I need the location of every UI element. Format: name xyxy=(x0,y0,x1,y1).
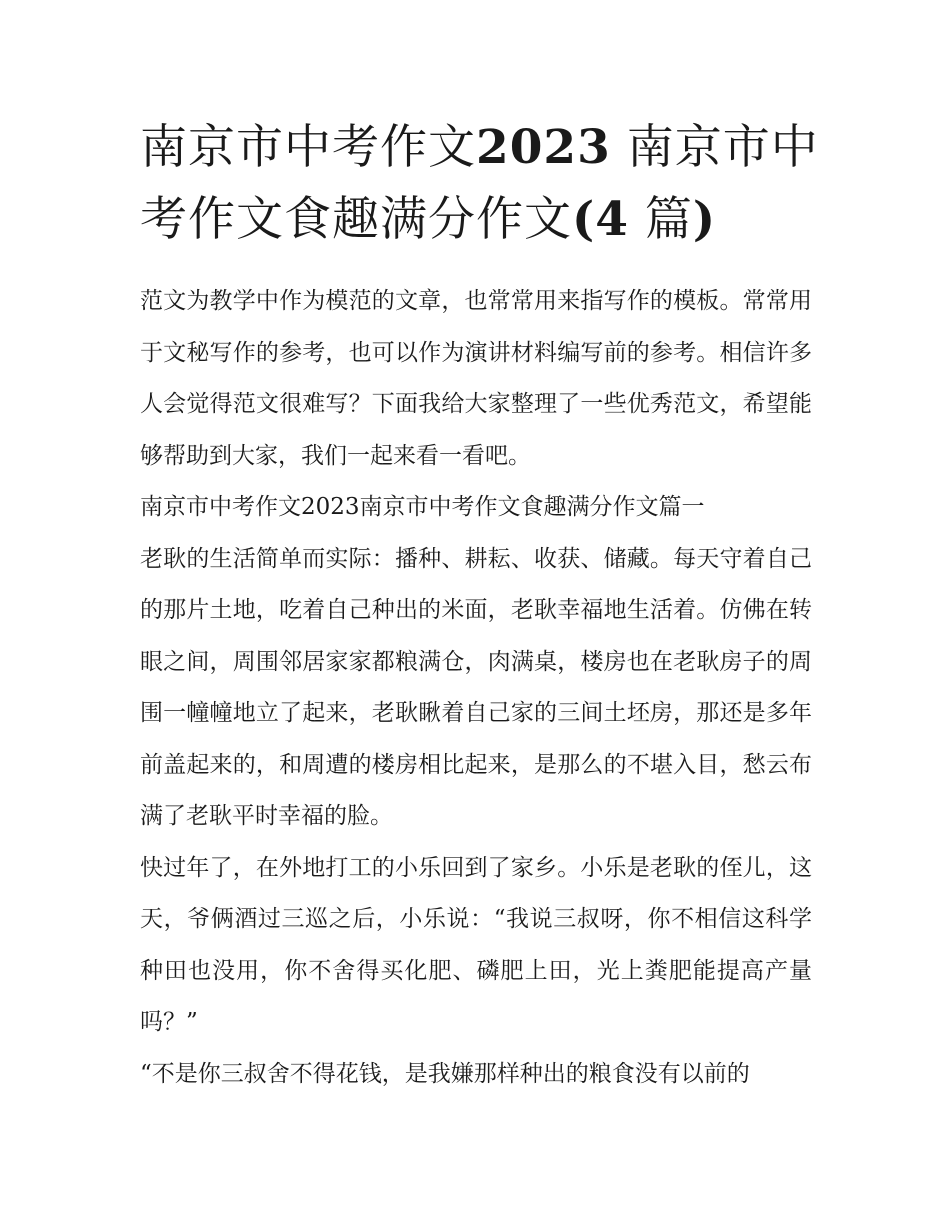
body-paragraph: “不是你三叔舍不得花钱，是我嫌那样种出的粮食没有以前的 xyxy=(140,1060,750,1087)
title-year: 2023 xyxy=(476,120,611,175)
section-heading: 南京市中考作文2023南京市中考作文食趣满分作文篇一 xyxy=(140,494,705,520)
body-paragraph: 快过年了，在外地打工的小乐回到了家乡。小乐是老耿的侄儿，这天，爷俩酒过三巡之后，小乐说：“我说三叔呀，你不相信这科学种田也没用，你不舍得买化肥、磷肥上田，光上粪肥能提高产量吗？” xyxy=(140,854,812,1035)
body-paragraph: 老耿的生活简单而实际：播种、耕耘、收获、储藏。每天守着自己的那片土地，吃着自己种出的米面，老耿幸福地生活着。仿佛在转眼之间，周围邻居家家都粮满仓，肉满桌，楼房也在老耿房子的周围一幢幢地立了起来，老耿瞅着自己家的三间土坯房，那还是多年前盖起来的，和周遭的楼房相比起来，是那么的不堪入目，愁云布满了老耿平时幸福的脸。 xyxy=(140,545,812,829)
title-close: ) xyxy=(692,192,717,247)
title-part-1: 南京市中考作文 xyxy=(140,120,476,175)
document-title xyxy=(140,112,820,256)
intro-paragraph: 范文为教学中作为模范的文章，也常常用来指写作的模板。常常用于文秘写作的参考，也可以作为演讲材料编写前的参考。相信许多人会觉得范文很难写？下面我给大家整理了一些优秀范文，希望能够帮助到大家，我们一起来看一看吧。 xyxy=(140,288,812,469)
title-count: (4 xyxy=(572,192,629,247)
title-part-2: 南京市中考作文食趣满分作文 xyxy=(140,120,819,247)
document-body xyxy=(140,276,812,1100)
title-part-3: 篇 xyxy=(644,192,693,247)
